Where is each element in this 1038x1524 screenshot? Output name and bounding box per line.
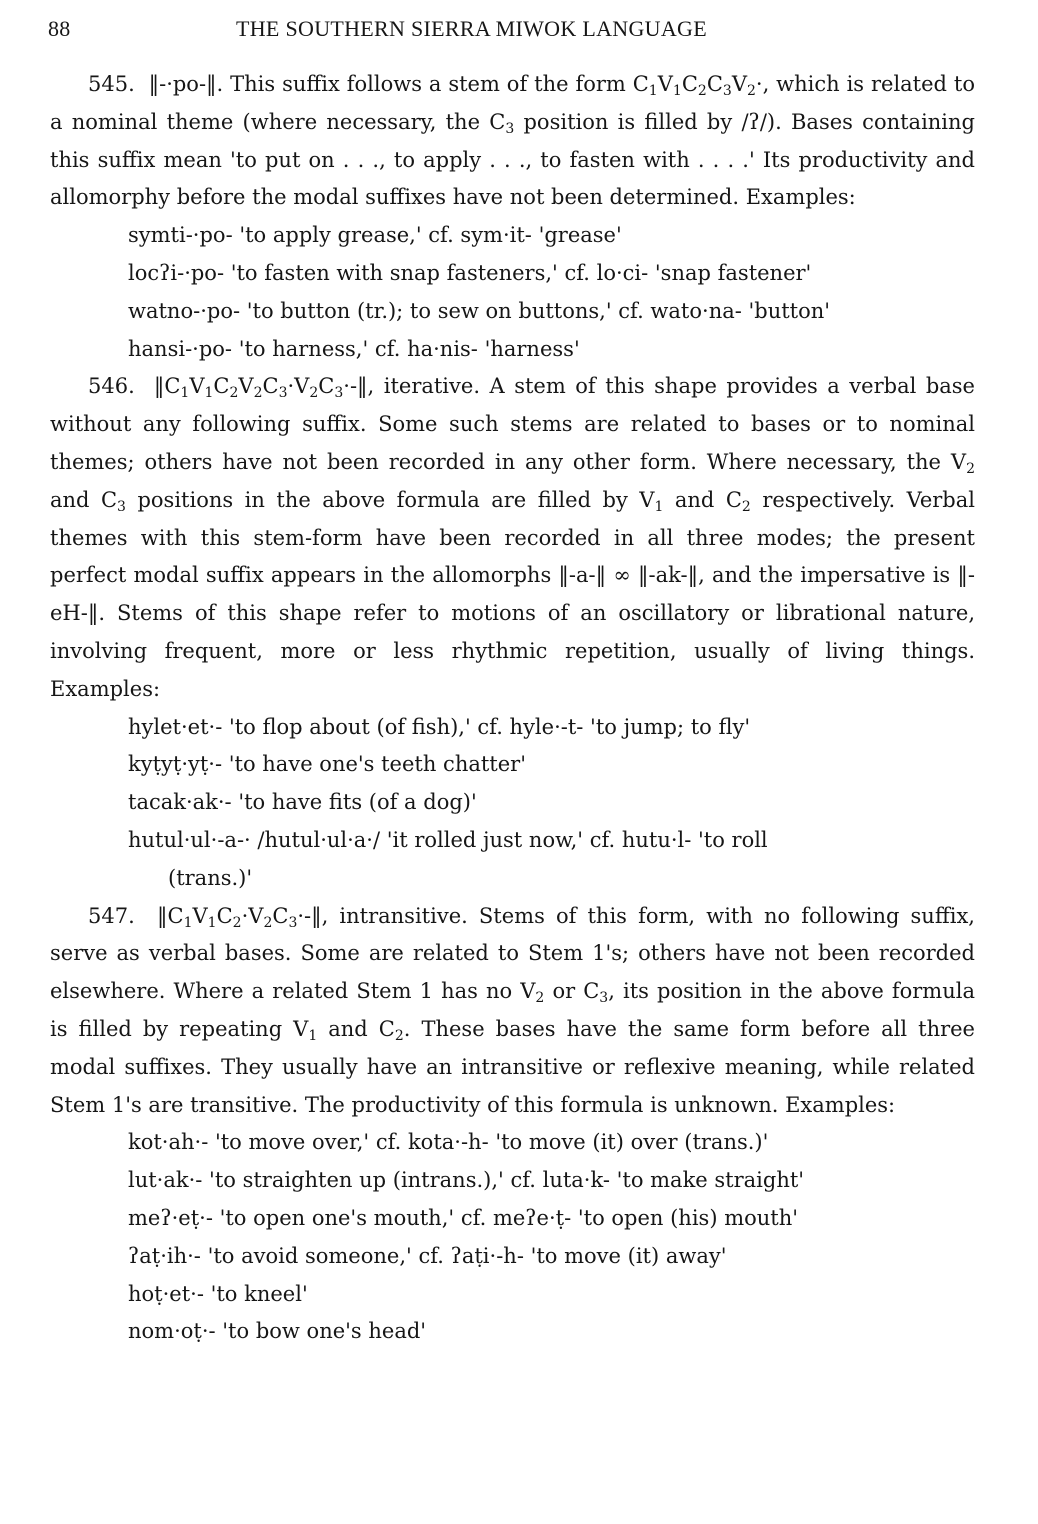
example-line: lut·ak·- 'to straighten up (intrans.),' cf. luta·k- 'to make straight' [128,1168,805,1193]
section-text: $‖C_1V_1C_2\cdot V_2C_3\cdot-‖$, intransitive. Stems of this form, with no following suffix, serve as verbal bases. Some are related to Stem 1's; others have not been recorded elsewhere. Where a related Stem 1 has no $V_2$ or $C_3$, its position in the above formula is filled by repeating $V_1$ and $C_2$. These bases have the same form before all three modal suffixes. They usually have an intransitive or reflexive meaning, while related Stem 1's are transitive. The productivity of this formula is unknown. Examples: [50,903,975,1117]
section-545 [50,66,975,217]
example-line: hansi-·po- 'to harness,' cf. ha·nis- 'harness' [128,336,580,361]
example-line: ʔaṭ·ih·- 'to avoid someone,' cf. ʔaṭi·-h- 'to move (it) away' [128,1243,727,1268]
example-line: hutul·ul·-a-· /hutul·ul·a·/ 'it rolled just now,' cf. hutu·l- 'to roll [128,827,768,852]
example-line: locʔi-·po- 'to fasten with snap fasteners,' cf. lo·ci- 'snap fastener' [128,260,812,285]
section-547 [50,898,975,1125]
example-line: nom·oṭ·- 'to bow one's head' [128,1319,427,1344]
section-number: 545. [88,72,135,96]
example-line: hylet·et·- 'to flop about (of fish),' cf. hyle·-t- 'to jump; to fly' [128,714,751,739]
section-number: 546. [88,374,135,399]
page-body [50,66,975,1351]
example-line: meʔ·eṭ·- 'to open one's mouth,' cf. meʔe·ṭ- 'to open (his) mouth' [128,1205,799,1230]
example-line: kot·ah·- 'to move over,' cf. kota·-h- 'to move (it) over (trans.)' [128,1130,769,1155]
example-line: tacak·ak·- 'to have fits (of a dog)' [128,790,477,815]
section-number: 547. [88,903,135,928]
section-text: ‖-·po-‖. This suffix follows a stem of the form $C_1V_1C_2C_3V_2\cdot$, which is related to a nominal theme (where necessary, the $C_3$ position is filled by /ʔ/). Bases containing this suffix mean 'to put on . . ., to apply . . ., to fasten with . . . .' Its productivity and allomorphy before the modal suffixes have not been determined. Examples: [50,72,975,210]
section-546 [50,368,975,708]
page-number: 88 [48,16,71,41]
example-continuation: (trans.)' [168,865,253,890]
example-line: hoṭ·et·- 'to kneel' [128,1281,308,1306]
example-line: kyṭyṭ·yṭ·- 'to have one's teeth chatter' [128,752,526,777]
running-title: THE SOUTHERN SIERRA MIWOK LANGUAGE [236,16,707,41]
section-text: $‖C_1V_1C_2V_2C_3\cdot V_2C_3\cdot-‖$, iterative. A stem of this shape provides a verbal base without any following suffix. Some such stems are related to bases or to nominal themes; others have not been recorded in any other form. Where necessary, the $V_2$ and $C_3$ positions in the above formula are filled by $V_1$ and $C_2$ respectively. Verbal themes with this stem-form have been recorded in all three modes; the present perfect modal suffix appears in the allomorphs ‖-a-‖ ∞ ‖-ak-‖, and the impersative is ‖-eH-‖. Stems of this shape refer to motions of an oscillatory or librational nature, involving frequent, more or less rhythmic repetition, usually of living things. Examples: [50,374,975,701]
example-line: watno-·po- 'to button (tr.); to sew on buttons,' cf. wato·na- 'button' [128,298,831,323]
example-line: symti-·po- 'to apply grease,' cf. sym·it- 'grease' [128,223,622,248]
